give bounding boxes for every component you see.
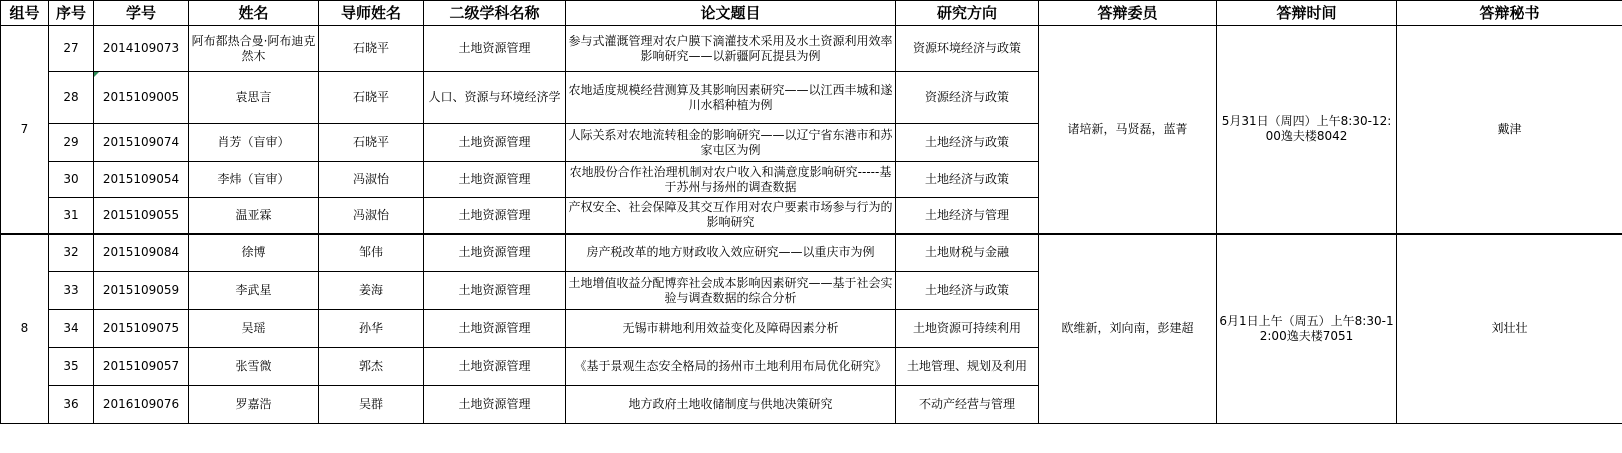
research-direction-cell: 土地经济与政策 — [896, 162, 1039, 198]
thesis-title-cell: 地方政府土地收储制度与供地决策研究 — [566, 386, 896, 424]
thesis-title-cell: 无锡市耕地利用效益变化及障碍因素分析 — [566, 310, 896, 348]
seq-cell: 32 — [49, 234, 94, 272]
committee-cell: 诸培新，马贤磊，蓝菁 — [1039, 26, 1217, 234]
header-time: 答辩时间 — [1217, 1, 1397, 26]
header-thesis: 论文题目 — [566, 1, 896, 26]
comment-marker-icon — [94, 72, 99, 77]
discipline-cell: 土地资源管理 — [424, 310, 566, 348]
student-name-cell: 袁思言 — [189, 72, 319, 124]
seq-cell: 35 — [49, 348, 94, 386]
header-seq: 序号 — [49, 1, 94, 26]
advisor-cell: 石晓平 — [319, 26, 424, 72]
seq-cell: 28 — [49, 72, 94, 124]
student-id-cell: 2015109057 — [94, 348, 189, 386]
header-advisor: 导师姓名 — [319, 1, 424, 26]
research-direction-cell: 土地财税与金融 — [896, 234, 1039, 272]
committee-cell: 欧维新，刘向南，彭建超 — [1039, 234, 1217, 424]
advisor-cell: 石晓平 — [319, 72, 424, 124]
discipline-cell: 土地资源管理 — [424, 26, 566, 72]
secretary-cell: 刘壮壮 — [1397, 234, 1622, 424]
thesis-title-cell: 农地股份合作社治理机制对农户收入和满意度影响研究-----基于苏州与扬州的调查数据 — [566, 162, 896, 198]
discipline-cell: 土地资源管理 — [424, 386, 566, 424]
student-id-cell: 2015109075 — [94, 310, 189, 348]
advisor-cell: 石晓平 — [319, 124, 424, 162]
research-direction-cell: 不动产经营与管理 — [896, 386, 1039, 424]
header-committee: 答辩委员 — [1039, 1, 1217, 26]
student-id-text: 2015109005 — [102, 90, 180, 104]
thesis-title-cell: 参与式灌溉管理对农户膜下滴灌技术采用及水土资源利用效率影响研究——以新疆阿瓦提县为例 — [566, 26, 896, 72]
student-id-cell: 2014109073 — [94, 26, 189, 72]
research-direction-cell: 土地经济与政策 — [896, 272, 1039, 310]
student-id-cell: 2015109054 — [94, 162, 189, 198]
seq-cell: 34 — [49, 310, 94, 348]
advisor-cell: 姜海 — [319, 272, 424, 310]
student-id-cell — [94, 72, 189, 124]
student-name-cell: 吴瑶 — [189, 310, 319, 348]
thesis-title-cell: 土地增值收益分配博弈社会成本影响因素研究——基于社会实验与调查数据的综合分析 — [566, 272, 896, 310]
thesis-title-cell: 农地适度规模经营测算及其影响因素研究——以江西丰城和遂川水稻种植为例 — [566, 72, 896, 124]
thesis-title-cell: 人际关系对农地流转租金的影响研究——以辽宁省东港市和苏家屯区为例 — [566, 124, 896, 162]
seq-cell: 31 — [49, 198, 94, 234]
advisor-cell: 冯淑怡 — [319, 162, 424, 198]
student-name-cell: 张雪微 — [189, 348, 319, 386]
advisor-cell: 吴群 — [319, 386, 424, 424]
discipline-cell: 土地资源管理 — [424, 234, 566, 272]
seq-cell: 33 — [49, 272, 94, 310]
header-student-id: 学号 — [94, 1, 189, 26]
research-direction-cell: 土地经济与管理 — [896, 198, 1039, 234]
research-direction-cell: 资源环境经济与政策 — [896, 26, 1039, 72]
student-name-cell: 李武星 — [189, 272, 319, 310]
thesis-title-cell: 《基于景观生态安全格局的扬州市土地利用布局优化研究》 — [566, 348, 896, 386]
research-direction-cell: 土地经济与政策 — [896, 124, 1039, 162]
student-name-cell: 阿布都热合曼·阿布迪克然木 — [189, 26, 319, 72]
secretary-cell: 戴津 — [1397, 26, 1622, 234]
discipline-cell: 土地资源管理 — [424, 272, 566, 310]
student-id-cell: 2016109076 — [94, 386, 189, 424]
discipline-cell: 土地资源管理 — [424, 348, 566, 386]
header-group-no: 组号 — [1, 1, 49, 26]
student-name-cell: 罗嘉浩 — [189, 386, 319, 424]
advisor-cell: 郭杰 — [319, 348, 424, 386]
discipline-cell: 人口、资源与环境经济学 — [424, 72, 566, 124]
seq-cell: 29 — [49, 124, 94, 162]
student-name-cell: 李炜（盲审） — [189, 162, 319, 198]
thesis-title-cell: 产权安全、社会保障及其交互作用对农户要素市场参与行为的影响研究 — [566, 198, 896, 234]
group-number-cell: 8 — [1, 234, 49, 424]
discipline-cell: 土地资源管理 — [424, 162, 566, 198]
table-row — [1, 26, 1622, 72]
research-direction-cell: 资源经济与政策 — [896, 72, 1039, 124]
advisor-cell: 冯淑怡 — [319, 198, 424, 234]
table-row — [1, 234, 1622, 272]
header-name: 姓名 — [189, 1, 319, 26]
student-id-cell: 2015109059 — [94, 272, 189, 310]
header-direction: 研究方向 — [896, 1, 1039, 26]
header-secretary: 答辩秘书 — [1397, 1, 1622, 26]
student-id-cell: 2015109055 — [94, 198, 189, 234]
discipline-cell: 土地资源管理 — [424, 124, 566, 162]
header-discipline: 二级学科名称 — [424, 1, 566, 26]
seq-cell: 36 — [49, 386, 94, 424]
research-direction-cell: 土地管理、规划及利用 — [896, 348, 1039, 386]
advisor-cell: 孙华 — [319, 310, 424, 348]
group-number-cell: 7 — [1, 26, 49, 234]
thesis-title-cell: 房产税改革的地方财政收入效应研究——以重庆市为例 — [566, 234, 896, 272]
advisor-cell: 邹伟 — [319, 234, 424, 272]
student-id-cell: 2015109084 — [94, 234, 189, 272]
header-row — [1, 1, 1622, 26]
research-direction-cell: 土地资源可持续利用 — [896, 310, 1039, 348]
defense-time-cell: 5月31日（周四）上午8:30-12:00逸夫楼8042 — [1217, 26, 1397, 234]
student-name-cell: 温亚霖 — [189, 198, 319, 234]
discipline-cell: 土地资源管理 — [424, 198, 566, 234]
seq-cell: 30 — [49, 162, 94, 198]
defense-time-cell: 6月1日上午（周五）上午8:30-12:00逸夫楼7051 — [1217, 234, 1397, 424]
seq-cell: 27 — [49, 26, 94, 72]
student-name-cell: 徐博 — [189, 234, 319, 272]
student-name-cell: 肖芳（盲审） — [189, 124, 319, 162]
student-id-cell: 2015109074 — [94, 124, 189, 162]
